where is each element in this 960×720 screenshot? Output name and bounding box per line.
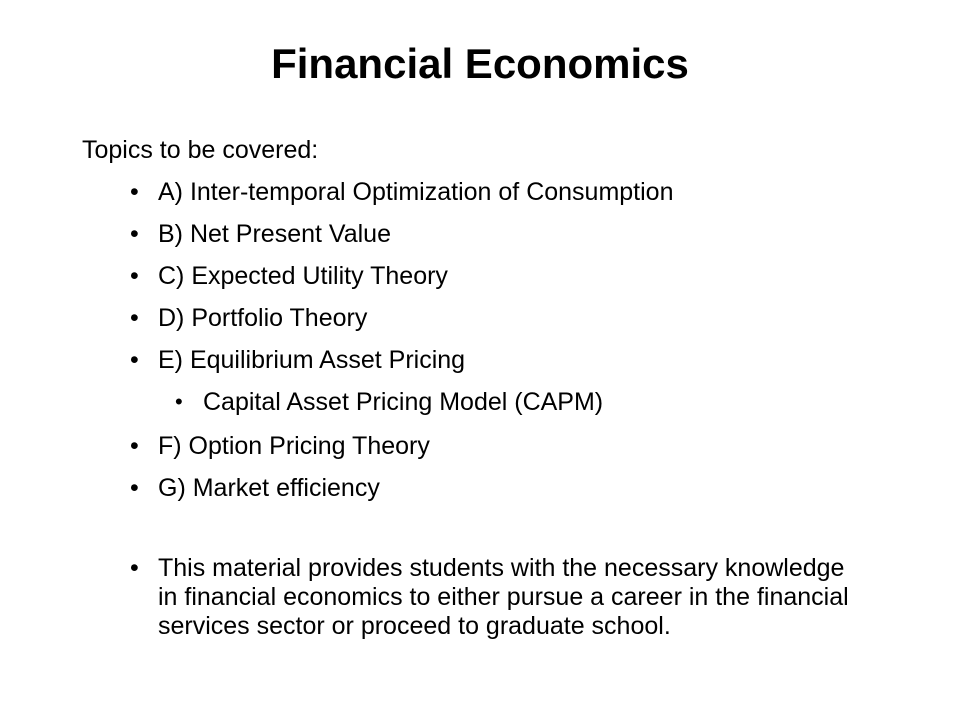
- list-item-text: C) Expected Utility Theory: [158, 262, 448, 290]
- bullet-icon: •: [130, 346, 139, 374]
- list-item: [130, 174, 890, 210]
- bullet-icon: •: [130, 304, 139, 332]
- intro-text: Topics to be covered:: [82, 136, 319, 164]
- list-item: [130, 428, 890, 464]
- list-item-text: F) Option Pricing Theory: [158, 432, 430, 460]
- list-item-text: D) Portfolio Theory: [158, 304, 368, 332]
- list-item: [130, 216, 890, 252]
- list-item-text: E) Equilibrium Asset Pricing: [158, 346, 466, 374]
- sub-list-item: [175, 384, 935, 420]
- list-item: [130, 342, 890, 378]
- list-item: [130, 300, 890, 336]
- bullet-icon: •: [130, 262, 139, 290]
- bullet-icon: •: [130, 220, 139, 248]
- bullet-icon: •: [130, 474, 139, 502]
- summary-text: This material provides students with the necessary knowledge in financial economics to either pursue a career in the financial services sector or proceed to graduate school.: [158, 554, 849, 640]
- list-item: [130, 470, 890, 506]
- list-item-text: B) Net Present Value: [158, 220, 391, 248]
- bullet-icon: •: [130, 178, 139, 206]
- list-item-text: A) Inter-temporal Optimization of Consumption: [158, 178, 674, 206]
- bullet-icon: •: [130, 554, 139, 582]
- bullet-icon: •: [175, 389, 183, 414]
- slide-title: Financial Economics: [271, 40, 689, 87]
- list-item: [130, 258, 890, 294]
- list-item-text: G) Market efficiency: [158, 474, 380, 502]
- list-item-text: Capital Asset Pricing Model (CAPM): [203, 388, 604, 416]
- bullet-icon: •: [130, 432, 139, 460]
